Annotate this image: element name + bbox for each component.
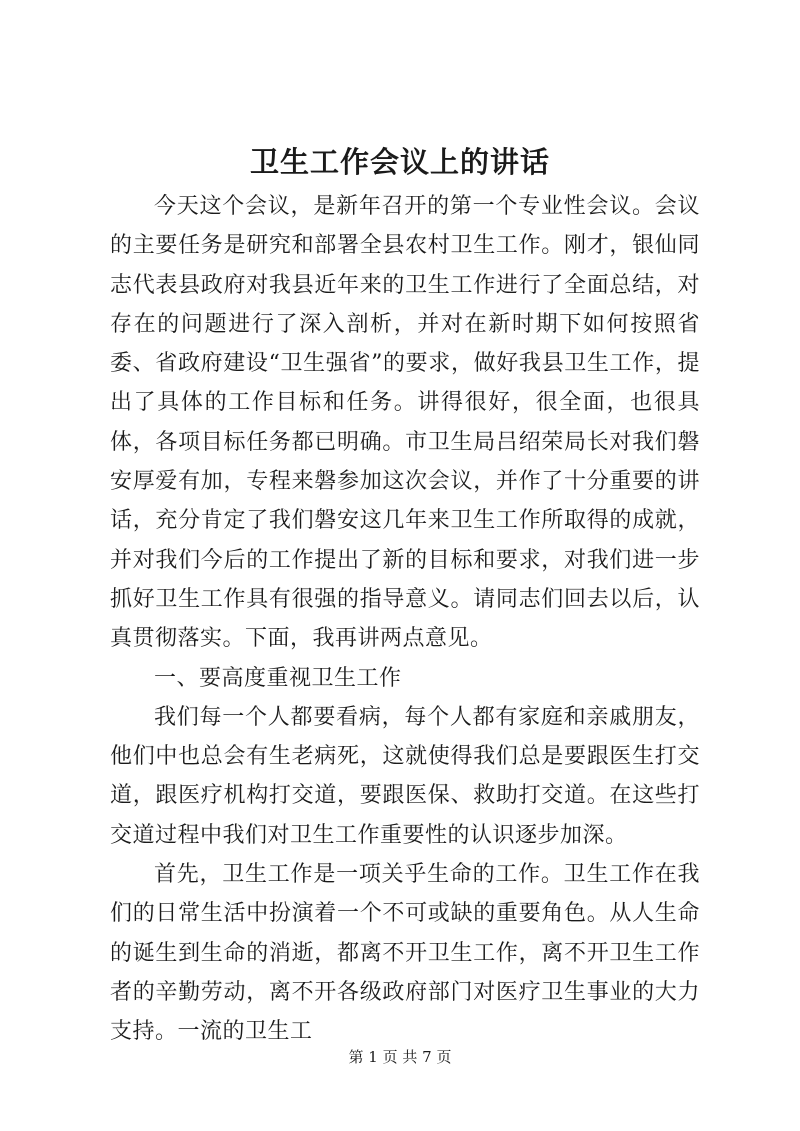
intro-paragraph: 今天这个会议，是新年召开的第一个专业性会议。会议的主要任务是研究和部署全县农村卫生工作。刚才，银仙同志代表县政府对我县近年来的卫生工作进行了全面总结，对存在的问题进行了深入剖析，并对在新时期下如何按照省委、省政府建设“卫生强省”的要求，做好我县卫生工作，提出了具体的工作目标和任务。讲得很好，很全面，也很具体，各项目标任务都已明确。市卫生局吕绍荣局长对我们磐安厚爱有加，专程来磐参加这次会议，并作了十分重要的讲话，充分肯定了我们磐安这几年来卫生工作所取得的成就，并对我们今后的工作提出了新的目标和要求，对我们进一步抓好卫生工作具有很强的指导意义。请同志们回去以后，认真贯彻落实。下面，我再讲两点意见。 — [110, 194, 700, 652]
page-footer: 第 1 页 共 7 页 — [348, 1048, 452, 1066]
document-body — [110, 187, 700, 1052]
section-paragraph: 首先，卫生工作是一项关乎生命的工作。卫生工作在我们的日常生活中扮演着一个不可或缺的重要角色。从人生命的诞生到生命的消逝，都离不开卫生工作，离不开卫生工作者的辛勤劳动，离不开各级政府部门对医疗卫生事业的大力支持。一流的卫生工 — [110, 862, 700, 1045]
section-paragraph: 我们每一个人都要看病，每个人都有家庭和亲戚朋友，他们中也总会有生老病死，这就使得我们总是要跟医生打交道，跟医疗机构打交道，要跟医保、救助打交道。在这些打交道过程中我们对卫生工作重要性的认识逐步加深。 — [110, 704, 700, 848]
section-heading: 一、要高度重视卫生工作 — [154, 665, 402, 691]
document-title: 卫生工作会议上的讲话 — [249, 145, 550, 179]
